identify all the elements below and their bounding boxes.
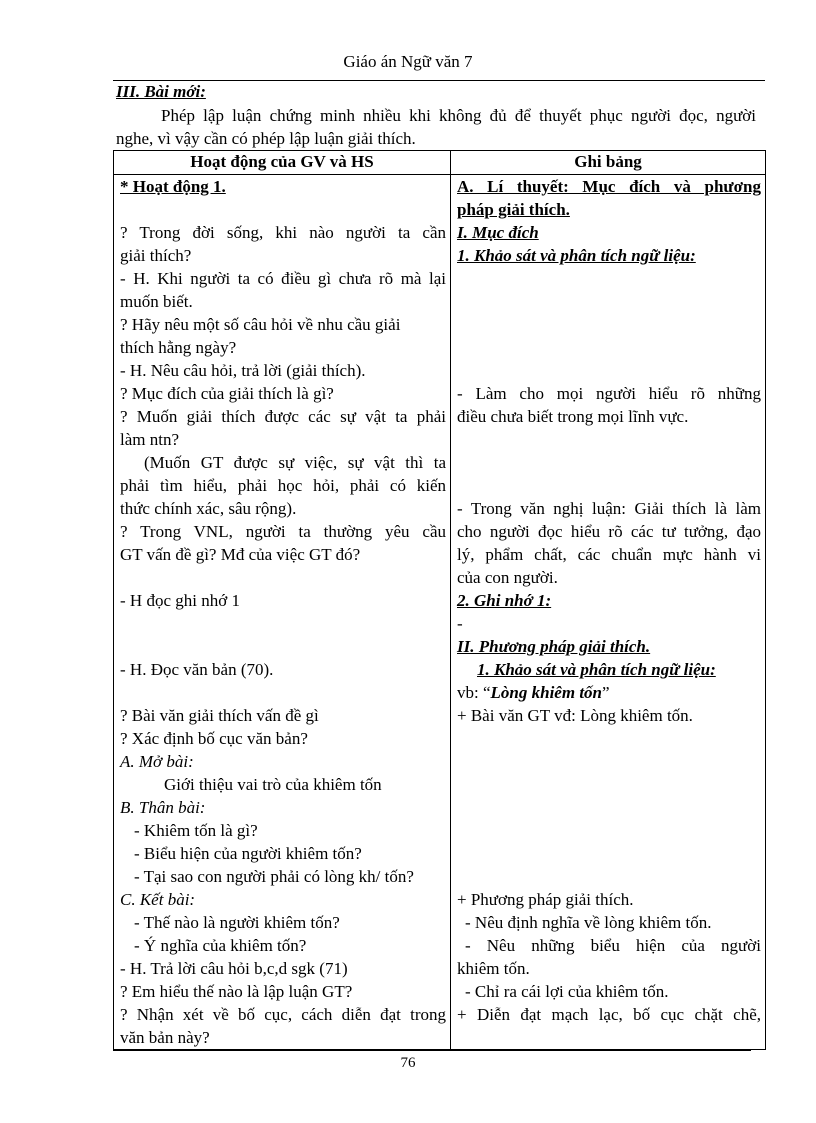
table-line <box>451 428 765 451</box>
lesson-table <box>113 150 766 1050</box>
table-line <box>451 451 765 474</box>
table-line: GT vấn đề gì? Mđ của việc GT đó? <box>120 545 361 564</box>
notes-heading-a: A. Lí thuyết: Mục đích và phương <box>457 177 761 196</box>
table-line: lý, phẩm chất, các chuẩn mực hành vi <box>457 545 761 564</box>
table-line: - Làm cho mọi người hiểu rõ những <box>457 384 761 403</box>
column-header-notes: Ghi bảng <box>451 151 766 175</box>
table-line: của con người. <box>457 568 558 587</box>
table-line: - H. Nêu câu hỏi, trả lời (giải thích). <box>120 361 366 380</box>
table-line <box>451 290 765 313</box>
table-line: - Trong văn nghị luận: Giải thích là làm <box>457 499 761 518</box>
table-line: muốn biết. <box>120 292 193 311</box>
table-line: giải thích? <box>120 246 192 265</box>
table-line: ? Mục đích của giải thích là gì? <box>120 384 334 403</box>
page-header: Giáo án Ngữ văn 7 <box>343 52 473 71</box>
table-line: + Phương pháp giải thích. <box>457 890 634 909</box>
table-line <box>451 842 765 865</box>
table-line: thức chính xác, sâu rộng). <box>120 499 297 518</box>
table-line: ? Trong VNL, người ta thường yêu cầu <box>120 522 446 541</box>
table-line <box>114 635 450 658</box>
table-line <box>451 865 765 888</box>
table-line: 1. Khảo sát và phân tích ngữ liệu: <box>457 246 696 265</box>
table-line: thích hằng ngày? <box>120 338 237 357</box>
table-line: - Biểu hiện của người khiêm tốn? <box>134 844 362 863</box>
table-line: A. Mở bài: <box>120 752 194 771</box>
table-line: (Muốn GT được sự việc, sự vật thì ta <box>144 453 446 472</box>
table-line <box>451 819 765 842</box>
vb-title: Lòng khiêm tốn <box>490 683 602 702</box>
intro-line-1: Phép lập luận chứng minh nhiều khi không đủ để thuyết phục người đọc, người <box>161 106 756 125</box>
table-line: ? Muốn giải thích được các sự vật ta phải <box>120 407 446 426</box>
table-line: 2. Ghi nhớ 1: <box>457 591 552 610</box>
table-line: 1. Khảo sát và phân tích ngữ liệu: <box>477 660 716 679</box>
activities-column <box>114 175 451 1050</box>
table-line: - H. Khi người ta có điều gì chưa rõ mà lại <box>120 269 446 288</box>
activity-heading: * Hoạt động 1. <box>120 177 226 196</box>
table-line <box>114 566 450 589</box>
notes-column <box>451 175 766 1050</box>
table-line: - Ý nghĩa của khiêm tốn? <box>134 936 307 955</box>
table-line: - Nêu định nghĩa về lòng khiêm tốn. <box>465 913 712 932</box>
table-line: B. Thân bài: <box>120 798 206 817</box>
table-line <box>451 796 765 819</box>
table-line <box>451 474 765 497</box>
table-line: I. Mục đích <box>457 223 539 242</box>
table-line <box>451 773 765 796</box>
table-line: Giới thiệu vai trò của khiêm tốn <box>164 775 382 794</box>
table-line: điều chưa biết trong mọi lĩnh vực. <box>457 407 689 426</box>
table-line: pháp giải thích. <box>457 200 570 219</box>
section-title: III. Bài mới: <box>116 82 206 101</box>
table-line: - <box>457 614 463 633</box>
table-line <box>114 198 450 221</box>
table-line <box>114 681 450 704</box>
table-line: - H. Đọc văn bản (70). <box>120 660 274 679</box>
table-line: - Thế nào là người khiêm tốn? <box>134 913 340 932</box>
table-line <box>451 727 765 750</box>
table-line: ? Nhận xét về bố cục, cách diễn đạt trong <box>120 1005 446 1024</box>
table-line <box>451 750 765 773</box>
footer-rule <box>113 1050 751 1051</box>
table-line: - H đọc ghi nhớ 1 <box>120 591 240 610</box>
table-line: + Diễn đạt mạch lạc, bố cục chặt chẽ, <box>457 1005 761 1024</box>
table-line: C. Kết bài: <box>120 890 196 909</box>
column-header-activities: Hoạt động của GV và HS <box>114 151 451 175</box>
table-line: ? Hãy nêu một số câu hỏi về nhu cầu giải <box>120 315 401 334</box>
intro-paragraph <box>116 104 756 150</box>
page-number: 76 <box>400 1055 416 1071</box>
table-line: văn bản này? <box>120 1028 210 1047</box>
table-line: phải tìm hiểu, phải học hỏi, phải có kiến <box>120 476 446 495</box>
table-line: II. Phương pháp giải thích. <box>457 637 651 656</box>
table-line: - Chỉ ra cái lợi của khiêm tốn. <box>465 982 669 1001</box>
table-line: khiêm tốn. <box>457 959 530 978</box>
table-line <box>451 267 765 290</box>
table-line: ? Trong đời sống, khi nào người ta cần <box>120 223 446 242</box>
intro-line-2: nghe, vì vậy cần có phép lập luận giải thích. <box>116 129 416 148</box>
table-line <box>451 313 765 336</box>
table-line: cho người đọc hiểu rõ các tư tưởng, đạo <box>457 522 761 541</box>
table-line: làm ntn? <box>120 430 180 449</box>
table-line: ? Bài văn giải thích vấn đề gì <box>120 706 319 725</box>
table-line <box>451 336 765 359</box>
table-line <box>451 359 765 382</box>
header-rule <box>113 80 765 81</box>
table-line: - H. Trả lời câu hỏi b,c,d sgk (71) <box>120 959 348 978</box>
table-line: ? Em hiểu thế nào là lập luận GT? <box>120 982 353 1001</box>
table-line: + Bài văn GT vđ: Lòng khiêm tốn. <box>457 706 693 725</box>
table-line: - Khiêm tốn là gì? <box>134 821 258 840</box>
table-line <box>114 612 450 635</box>
table-line: ? Xác định bố cục văn bản? <box>120 729 308 748</box>
table-line: - Nêu những biểu hiện của người <box>465 936 761 955</box>
table-line: - Tại sao con người phải có lòng kh/ tốn? <box>134 867 414 886</box>
table-line: vb: “Lòng khiêm tốn” <box>457 683 610 702</box>
